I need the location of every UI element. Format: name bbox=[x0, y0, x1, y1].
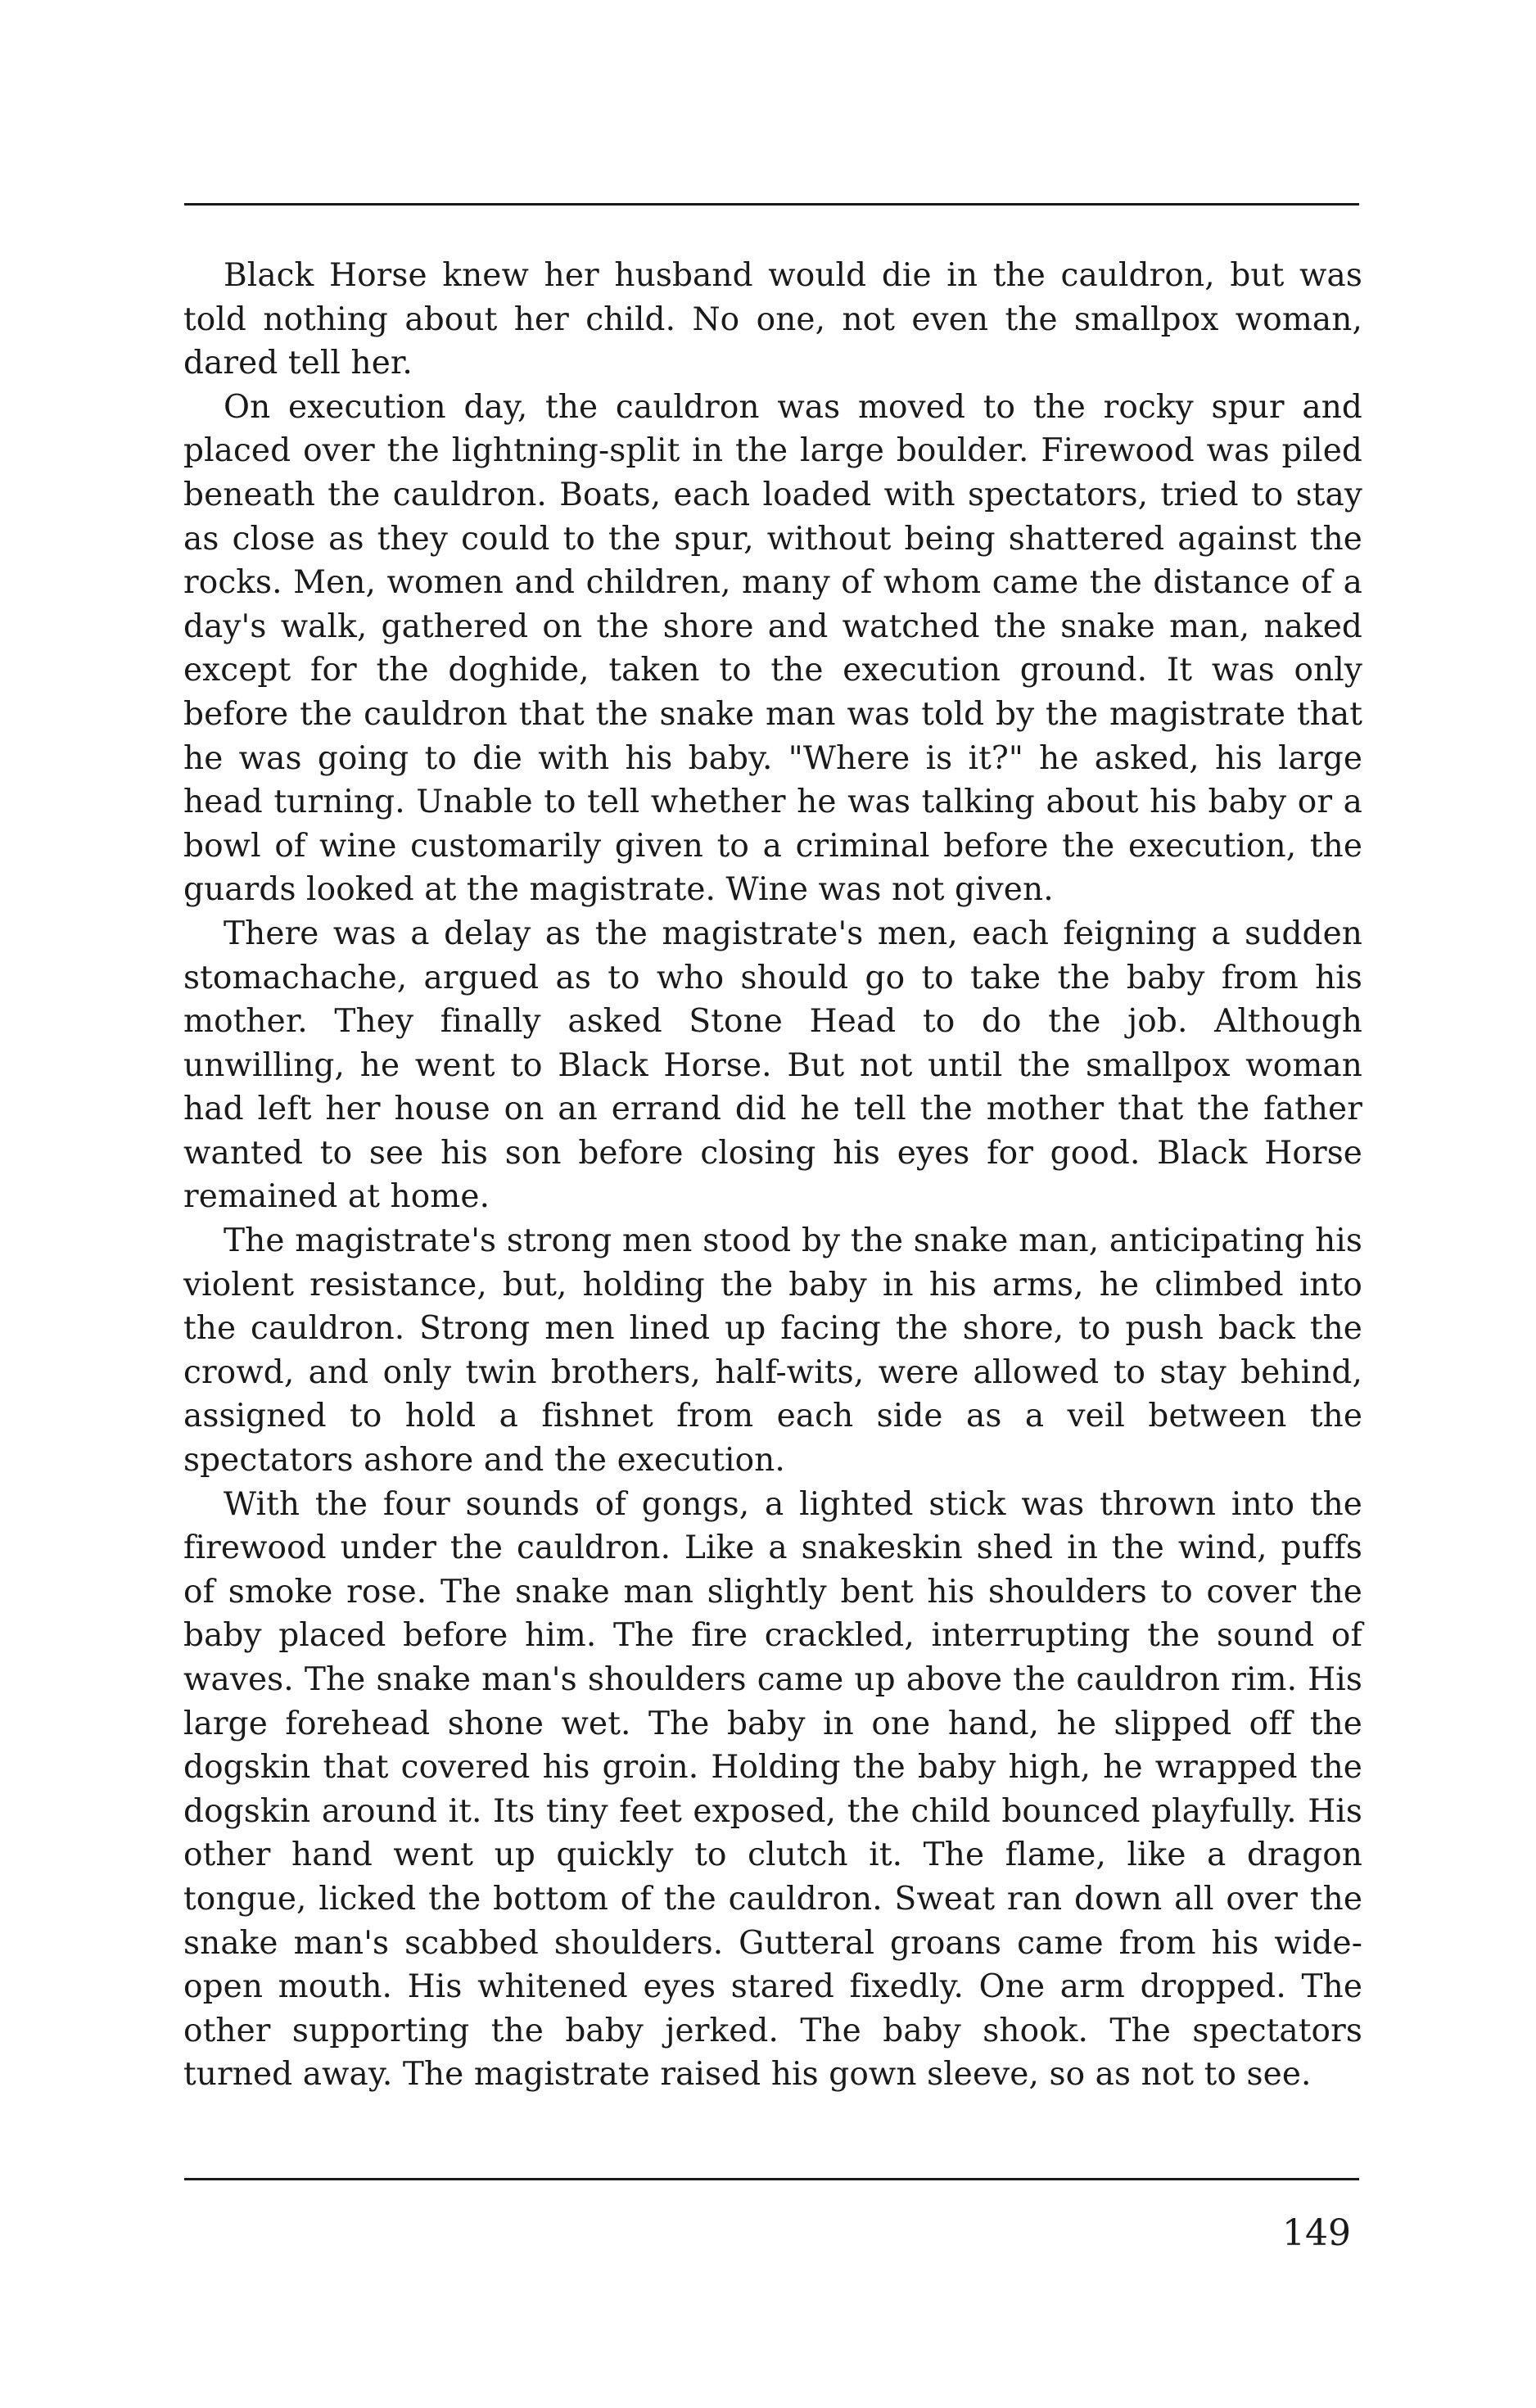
paragraph-3: There was a delay as the magistrate's men, each feigning a sudden stomachache, argued as to who should go to take the baby from his mother. They finally asked Stone Head to do the job. Although unwilling, he went to Black Horse. But not until the smallpox woman had left her house on an errand did he tell the mother that the father wanted to see his son before closing his eyes for good. Black Horse remained at home. bbox=[183, 915, 1362, 1216]
top-rule bbox=[184, 203, 1359, 206]
paragraph-4: The magistrate's strong men stood by the snake man, anticipating his violent resistance, but, holding the baby in his arms, he climbed into the cauldron. Strong men lined up facing the shore, to push back the crowd, and only twin brothers, half-wits, were allowed to stay behind, assigned to hold a fishnet from each side as a veil between the spectators ashore and the execution. bbox=[183, 1222, 1362, 1480]
page-number: 149 bbox=[1282, 2212, 1351, 2254]
paragraph-1: Black Horse knew her husband would die in the cauldron, but was told nothing about her child. No one, not even the smallpox woman, dared tell her. bbox=[183, 257, 1362, 382]
bottom-rule bbox=[184, 2178, 1359, 2180]
body-text bbox=[183, 254, 1362, 2097]
paragraph-5: With the four sounds of gongs, a lighted stick was thrown into the firewood under the cauldron. Like a snakeskin shed in the wind, puffs of smoke rose. The snake man slightly bent his shoulders to cover the baby placed before him. The fire crackled, interrupting the sound of waves. The snake man's shoulders came up above the cauldron rim. His large forehead shone wet. The baby in one hand, he slipped off the dogskin that covered his groin. Holding the baby high, he wrapped the dogskin around it. Its tiny feet exposed, the child bounced playfully. His other hand went up quickly to clutch it. The flame, like a dragon tongue, licked the bottom of the cauldron. Sweat ran down all over the snake man's scabbed shoulders. Gutteral groans came from his wide-open mouth. His whitened eyes stared fixedly. One arm dropped. The other supporting the baby jerked. The baby shook. The spectators turned away. The magistrate raised his gown sleeve, so as not to see. bbox=[183, 1485, 1362, 2094]
paragraph-2: On execution day, the cauldron was moved to the rocky spur and placed over the lightning-split in the large boulder. Firewood was piled beneath the cauldron. Boats, each loaded with spectators, tried to stay as close as they could to the spur, without being shattered against the rocks. Men, women and children, many of whom came the distance of a day's walk, gathered on the shore and watched the snake man, naked except for the doghide, taken to the execution ground. It was only before the cauldron that the snake man was told by the magistrate that he was going to die with his baby. "Where is it?" he asked, his large head turning. Unable to tell whether he was talking about his baby or a bowl of wine customarily given to a criminal before the execution, the guards looked at the magistrate. Wine was not given. bbox=[183, 388, 1362, 909]
